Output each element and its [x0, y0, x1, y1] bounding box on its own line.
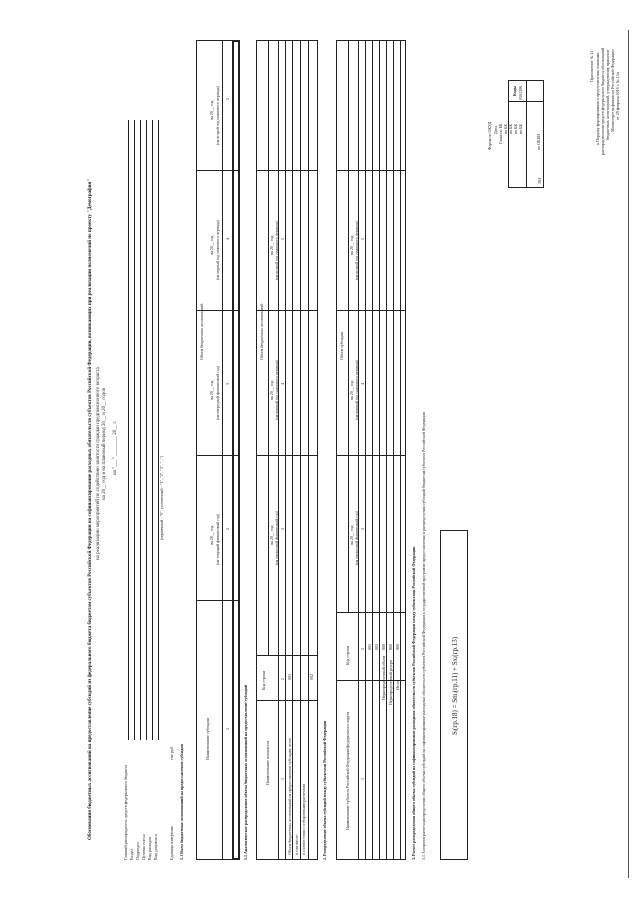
- okei-value: 384: [537, 178, 542, 184]
- s11-row-3: в соответствии с отборочными расчетами: [301, 784, 306, 855]
- bk-label-3: по БК: [513, 123, 518, 134]
- s2-num-4: 4: [360, 383, 365, 385]
- s1-num-2: 2: [225, 528, 230, 530]
- s1-col-current: на 20__ год: [209, 525, 214, 545]
- formula: Sᵢ(гр.18) = Smᵢ(гр.11) + Sxᵢ(гр.13): [451, 636, 459, 735]
- section3-title: 3. Расчет распределения общего объема субсидий на софинансирование расходных обязательств субъектов Российской Федерации между субъектами Российской Федерации: [411, 546, 416, 860]
- s2-col-code: Код строки: [345, 645, 350, 665]
- section2-title: 2. Распределение объема субсидий между субъектами Российской Федерации: [322, 720, 327, 860]
- req-label-1: Раздел: [129, 848, 134, 860]
- s2-col-group: Объем субсидии: [339, 331, 344, 360]
- annex-line-5: Министерства финансов Российской Федерации: [610, 49, 615, 132]
- s2-col-p1: на 20__ год: [349, 380, 354, 400]
- req-label-5: Вид документа: [153, 834, 158, 860]
- annex-line-3: распорядителями средств федерального бюджета обоснований: [600, 47, 605, 155]
- s11-num-1: 1: [280, 778, 285, 780]
- s2-col-name: Наименование субъекта Российской Федерации/федерального округа: [345, 711, 350, 830]
- s2-row-code-2: 002: [374, 644, 379, 650]
- title-sub: на реализацию мероприятий по содействию занятости граждан предпенсионного возраста: [96, 367, 101, 560]
- s11-col-p1: на 20__ год: [269, 380, 274, 400]
- okud-label: Форма по ОКУД: [487, 121, 492, 150]
- bk-label-2: по БК: [508, 123, 513, 134]
- glava-label: Глава по БК: [498, 123, 503, 144]
- title-period: на 20__ год и на плановый период 20__ и 20__ годов: [102, 387, 107, 500]
- s11-num-5: 5: [280, 238, 285, 240]
- s11-row-2: в том числе:: [294, 834, 299, 855]
- okei-label: по ОКЕИ: [536, 133, 541, 150]
- req-label-2: Подраздел: [135, 842, 140, 860]
- annex-line-1: Приложение № 11: [589, 50, 594, 82]
- title-date: на "___" ________ 20__ г.: [113, 420, 118, 475]
- s2-row-code-3: 900: [381, 644, 386, 650]
- s11-col-group: Объем бюджетных ассигнований: [259, 303, 264, 360]
- s2-col-p2: на 20__ год: [349, 235, 354, 255]
- section11-title: 1.1 Аналитическое распределение объема бюджетных ассигнований на предоставление субсидий: [243, 684, 248, 860]
- s2-row-code-1: 001: [367, 644, 372, 650]
- s2-col-p1-sub: (на первый год планового периода): [354, 360, 359, 420]
- s1-col-p2-sub: (на второй год планового периода): [215, 86, 220, 145]
- s11-col-next: на 20__ год: [269, 525, 274, 545]
- s1-col-name: Наименование субсидии: [205, 718, 210, 760]
- s1-col-p1-sub: (на первый год планового периода): [215, 220, 220, 280]
- s11-num-3: 3: [280, 528, 285, 530]
- codes-header: Коды: [512, 86, 517, 96]
- annex-line-4: бюджетных ассигнований, утвержденному приказом: [605, 50, 610, 140]
- s11-row-3-code: 002: [309, 674, 314, 680]
- s11-col-code: Код строки: [261, 670, 266, 690]
- s2-row-code-4: 800: [388, 644, 393, 650]
- s11-col-next-sub: (на очередной финансовый год): [274, 510, 279, 565]
- req-label-4: Вид расходов: [147, 837, 152, 860]
- s1-col-current-sub: (на текущий финансовый год): [215, 513, 220, 565]
- s2-col-next: на 20__ год: [349, 525, 354, 545]
- s2-row-name-4: Нераспределенный резерв: [388, 660, 393, 705]
- s11-num-2: 2: [280, 678, 285, 680]
- s1-col-next-sub: (на очередной финансовый год): [215, 365, 220, 420]
- s11-col-p2: на 20__ год: [269, 235, 274, 255]
- bk-label-1: по БК: [503, 123, 508, 134]
- s1-col-group: Объем бюджетных ассигнований: [199, 303, 204, 360]
- s2-num-1: 1: [360, 778, 365, 780]
- s1-num-5: 5: [225, 98, 230, 100]
- unit-value: тыс руб: [169, 746, 174, 760]
- s2-row-name-3: Нераспределенный объем: [381, 655, 386, 700]
- s2-col-next-sub: (на очередной финансовый год): [354, 510, 359, 565]
- s1-col-p2: на 20__ год: [209, 100, 214, 120]
- s2-col-p2-sub: (на второй год планового периода): [354, 221, 359, 280]
- req-label-6: Единица измерения: [169, 826, 174, 860]
- doc-type-hint: (первичный - "0", уточненный - "1", "2", "3", "..."): [159, 455, 164, 540]
- s2-row-code-5: 900: [395, 644, 400, 650]
- s11-col-p1-sub: (на первый год планового периода): [274, 360, 279, 420]
- s1-num-4: 4: [225, 238, 230, 240]
- req-label-3: Целевая статья: [141, 834, 146, 860]
- s11-row-1: Объем бюджетных ассигнований на предоставление субсидии, всего: [287, 737, 292, 855]
- req-label-0: Главный распорядитель средств федерального бюджета: [123, 765, 128, 860]
- s11-num-4: 4: [280, 383, 285, 385]
- section1-title: 1. Объем бюджетных ассигнований на предоставление субсидии: [179, 744, 184, 860]
- date-label: Дата: [493, 126, 498, 134]
- annex-line-6: от 29 февраля 2016 г. № 15н: [615, 72, 620, 120]
- s1-col-next: на 20__ год: [209, 380, 214, 400]
- section3-sub: 3.1 Алгоритм расчета распределения общего объема субсидий на софинансирование расходных обязательств субъектов Российской Федерации к государственной программе предоставления и распределения субсидий бюджетам субъектов Российской Федерации: [421, 412, 426, 860]
- s11-col-name: Наименование показателя: [265, 740, 270, 785]
- s2-row-name-5: Итого: [395, 679, 400, 690]
- annex-line-2: к Порядку формирования и предоставления главными: [595, 52, 600, 145]
- s1-col-p1: на 20__ год: [209, 235, 214, 255]
- s1-num-1: 1: [225, 728, 230, 730]
- s11-col-p2-sub: (на второй год планового периода): [274, 221, 279, 280]
- okud-value: 0501306: [518, 86, 523, 100]
- s2-num-2: 2: [360, 648, 365, 650]
- s11-row-1-code: 001: [287, 674, 292, 680]
- s2-num-5: 5: [360, 238, 365, 240]
- s2-num-3: 3: [360, 528, 365, 530]
- s1-num-3: 3: [225, 383, 230, 385]
- page-title: Обоснования бюджетных ассигнований на предоставление субсидий из федерального бюджета бюджетам субъектов Российской Федерации на софинансирование расходных обязательств субъектов Российской Федерации, возникающих при реализации полномочий по проекту "Демография": [88, 178, 93, 840]
- bk-label-4: по БК: [518, 123, 523, 134]
